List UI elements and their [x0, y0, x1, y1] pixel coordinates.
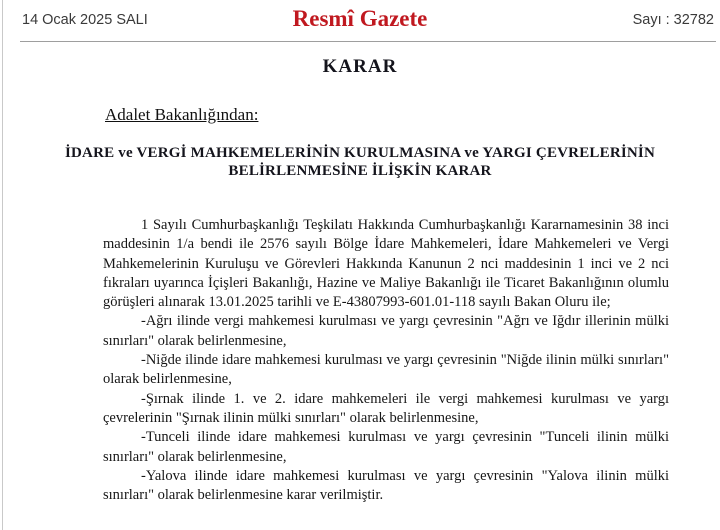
decision-body	[103, 216, 669, 505]
decision-title-line-1: İDARE ve VERGİ MAHKEMELERİNİN KURULMASINA ve YARGI ÇEVRELERİNİN	[64, 145, 656, 161]
body-paragraph-preamble: 1 Sayılı Cumhurbaşkanlığı Teşkilatı Hakkında Cumhurbaşkanlığı Kararnamesinin 38 inci maddesinin 1/a bendi ile 2576 sayılı Bölge İdare Mahkemeleri, İdare Mahkemeleri ve Vergi Mahkemelerinin Kuruluşu ve Görevleri Hakkında Kanunun 2 nci maddesinin 1 inci ve 2 nci fıkraları uyarınca İçişleri Bakanlığı, Hazine ve Maliye Bakanlığı ile Ticaret Bakanlığının olumlu görüşleri alınarak 13.01.2025 tarihli ve E-43807993-601.01-118 sayılı Bakan Oluru ile;	[103, 217, 669, 311]
page-left-border	[2, 0, 3, 530]
issue-number: Sayı : 32782	[632, 12, 714, 28]
body-paragraph-sirnak: -Şırnak ilinde 1. ve 2. idare mahkemeleri ile vergi mahkemesi kurulması ve yargı çevrelerinin "Şırnak ilinin mülki sınırları" olarak belirlenmesine,	[103, 390, 669, 426]
ministry-heading: Adalet Bakanlığından:	[105, 105, 259, 124]
decision-title-line-2: BELİRLENMESİNE İLİŞKİN KARAR	[228, 162, 492, 179]
issue-date: 14 Ocak 2025 SALI	[22, 12, 148, 28]
body-paragraph-yalova: -Yalova ilinde idare mahkemesi kurulması ve yargı çevresinin "Yalova ilinin mülki sınırları" olarak belirlenmesine karar verilmiştir.	[103, 467, 669, 504]
body-paragraph-tunceli: -Tunceli ilinde idare mahkemesi kurulması ve yargı çevresinin "Tunceli ilinin mülki sınırları" olarak belirlenmesine,	[103, 429, 669, 465]
decision-title	[40, 145, 680, 180]
section-heading: KARAR	[322, 56, 398, 77]
masthead-title: Resmî Gazete	[292, 6, 428, 31]
body-paragraph-nigde: -Niğde ilinde idare mahkemesi kurulması ve yargı çevresinin "Niğde ilinin mülki sınırları" olarak belirlenmesine,	[103, 352, 669, 388]
header-divider	[20, 41, 716, 42]
masthead-row	[0, 0, 720, 41]
body-paragraph-agri: -Ağrı ilinde vergi mahkemesi kurulması ve yargı çevresinin "Ağrı ve Iğdır illerinin mülki sınırları" olarak belirlenmesine,	[103, 313, 669, 349]
